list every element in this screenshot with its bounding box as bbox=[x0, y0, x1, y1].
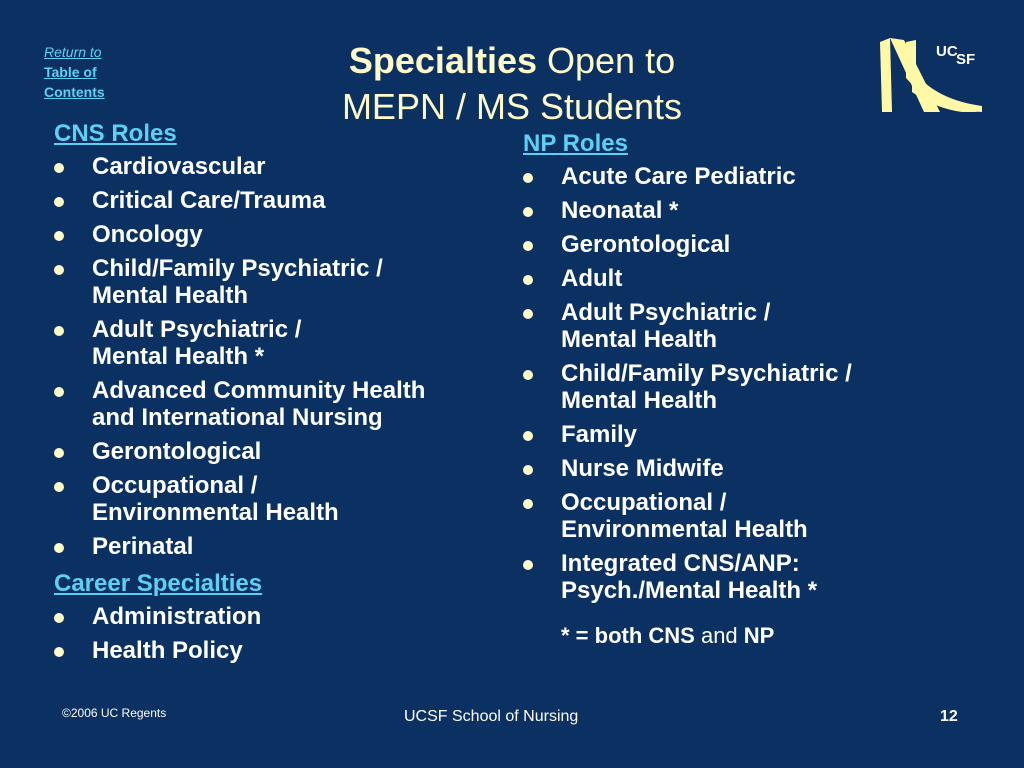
footnote-suffix: NP bbox=[743, 623, 775, 648]
footnote-middle: and bbox=[694, 623, 744, 648]
bullet-icon bbox=[523, 173, 533, 183]
bullet-icon bbox=[523, 370, 533, 380]
list-item: Occupational / Environmental Health bbox=[54, 472, 504, 526]
list-item: Gerontological bbox=[54, 438, 504, 465]
logo-sf: SF bbox=[956, 51, 976, 68]
bullet-icon bbox=[54, 265, 64, 275]
bullet-icon bbox=[523, 465, 533, 475]
bullet-icon bbox=[54, 613, 64, 623]
bullet-icon bbox=[523, 207, 533, 217]
footer-copyright: ©2006 UC Regents bbox=[62, 706, 167, 720]
np-roles-list bbox=[523, 163, 943, 604]
ucsf-logo-icon bbox=[878, 34, 988, 114]
list-item: Advanced Community Health and International Nursing bbox=[54, 377, 504, 431]
table-of-link[interactable]: Table of bbox=[44, 64, 97, 80]
footer-center: UCSF School of Nursing bbox=[404, 708, 579, 725]
list-item: Health Policy bbox=[54, 637, 504, 664]
page-title bbox=[240, 38, 784, 130]
list-item: Integrated CNS/ANP: Psych./Mental Health * bbox=[523, 550, 943, 604]
career-specialties-heading[interactable]: Career Specialties bbox=[54, 570, 263, 597]
cns-roles-heading[interactable]: CNS Roles bbox=[54, 120, 177, 147]
list-item: Child/Family Psychiatric / Mental Health bbox=[54, 255, 504, 309]
title-line2: MEPN / MS Students bbox=[341, 86, 683, 127]
page-number: 12 bbox=[940, 708, 958, 725]
list-item: Oncology bbox=[54, 221, 504, 248]
title-bold: Specialties bbox=[348, 40, 537, 81]
list-item: Neonatal * bbox=[523, 197, 943, 224]
toc-link[interactable] bbox=[44, 42, 134, 102]
list-item: Nurse Midwife bbox=[523, 455, 943, 482]
bullet-icon bbox=[523, 275, 533, 285]
logo-uc: UC bbox=[936, 43, 958, 60]
list-item: Acute Care Pediatric bbox=[523, 163, 943, 190]
footnote-prefix: * = both CNS bbox=[561, 623, 695, 648]
list-item: Adult Psychiatric / Mental Health bbox=[523, 299, 943, 353]
bullet-icon bbox=[523, 499, 533, 509]
list-item: Administration bbox=[54, 603, 504, 630]
list-item: Cardiovascular bbox=[54, 153, 504, 180]
bullet-icon bbox=[523, 560, 533, 570]
ucsf-logo bbox=[878, 34, 988, 114]
list-item: Perinatal bbox=[54, 533, 504, 560]
bullet-icon bbox=[523, 241, 533, 251]
list-item: Adult Psychiatric / Mental Health * bbox=[54, 316, 504, 370]
bullet-icon bbox=[54, 387, 64, 397]
bullet-icon bbox=[523, 431, 533, 441]
np-column bbox=[523, 130, 943, 649]
bullet-icon bbox=[54, 326, 64, 336]
list-item: Gerontological bbox=[523, 231, 943, 258]
contents-link[interactable]: Contents bbox=[44, 84, 105, 100]
bullet-icon bbox=[54, 197, 64, 207]
title-rest: Open to bbox=[537, 40, 676, 81]
cns-roles-list bbox=[54, 153, 504, 560]
cns-column bbox=[54, 120, 504, 671]
bullet-icon bbox=[523, 309, 533, 319]
bullet-icon bbox=[54, 543, 64, 553]
return-to-link[interactable]: Return to bbox=[44, 44, 102, 60]
list-item: Adult bbox=[523, 265, 943, 292]
list-item: Child/Family Psychiatric / Mental Health bbox=[523, 360, 943, 414]
np-roles-heading[interactable]: NP Roles bbox=[523, 130, 628, 157]
bullet-icon bbox=[54, 482, 64, 492]
bullet-icon bbox=[54, 647, 64, 657]
bullet-icon bbox=[54, 448, 64, 458]
footnote bbox=[561, 622, 943, 649]
list-item: Critical Care/Trauma bbox=[54, 187, 504, 214]
list-item: Family bbox=[523, 421, 943, 448]
bullet-icon bbox=[54, 163, 64, 173]
bullet-icon bbox=[54, 231, 64, 241]
career-specialties-list bbox=[54, 603, 504, 664]
list-item: Occupational / Environmental Health bbox=[523, 489, 943, 543]
